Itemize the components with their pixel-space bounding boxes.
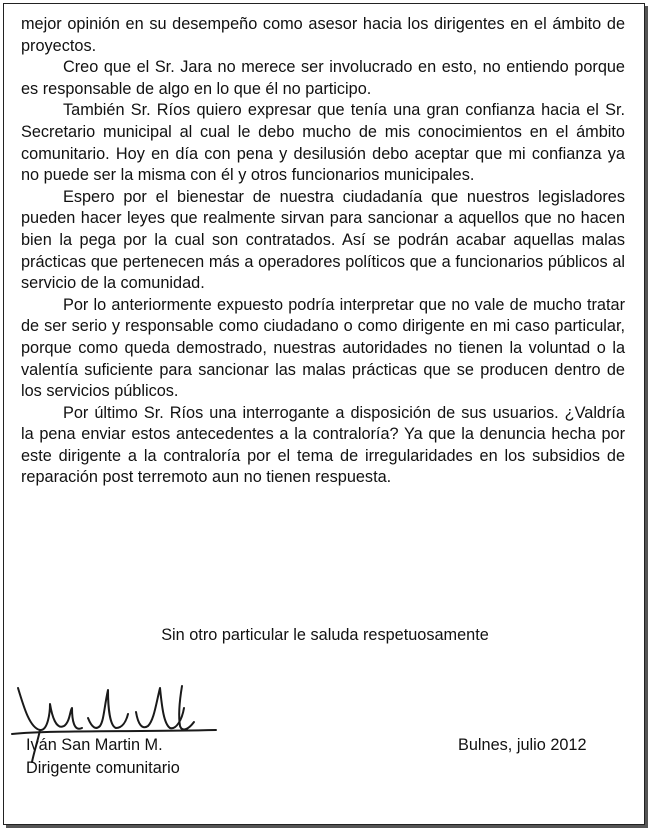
paragraph: Por lo anteriormente expuesto podría interpretar que no vale de mucho tratar de ser serio y responsable como ciudadano o como dirigente en mi caso particular, porque como queda demostrado, nuestras autoridades no tienen la voluntad o la valentía suficiente para sancionar las malas prácticas que se producen dentro de los servicios públicos. [21, 295, 625, 401]
paragraph: Por último Sr. Ríos una interrogante a disposición de sus usuarios. ¿Valdría la pena enviar estos antecedentes a la contraloría? Ya que la denuncia hecha por este dirigente a la contraloría por el tema de irregularidades en los subsidios de reparación post terremoto aun no tienen respuesta. [21, 403, 625, 487]
letter-body [21, 14, 625, 489]
paragraph: Espero por el bienestar de nuestra ciudadanía que nuestros legisladores pueden hacer leyes que realmente sirvan para sancionar a aquellos que no hacen bien la pega por la cual son contratados. Así se podrán acabar aquellas malas prácticas que pertenecen más a operadores políticos que a funcionarios públicos al servicio de la comunidad. [21, 187, 625, 293]
closing-line: Sin otro particular le saluda respetuosamente [161, 626, 489, 644]
place-and-date: Bulnes, julio 2012 [458, 736, 587, 754]
signer-name: Iván San Martin M. [26, 736, 163, 754]
paragraph: mejor opinión en su desempeño como asesor hacia los dirigentes en el ámbito de proyectos. [21, 15, 625, 55]
paragraph: También Sr. Ríos quiero expresar que tenía una gran confianza hacia el Sr. Secretario municipal al cual le debo mucho de mis conocimientos en el ámbito comunitario. Hoy en día con pena y desilusión debo aceptar que mi confianza ya no puede ser la misma con él y otros funcionarios municipales. [21, 101, 625, 185]
signer-role: Dirigente comunitario [26, 759, 180, 777]
paragraph: Creo que el Sr. Jara no merece ser involucrado en esto, no entiendo porque es responsable de algo en lo que él no participo. [21, 58, 625, 98]
